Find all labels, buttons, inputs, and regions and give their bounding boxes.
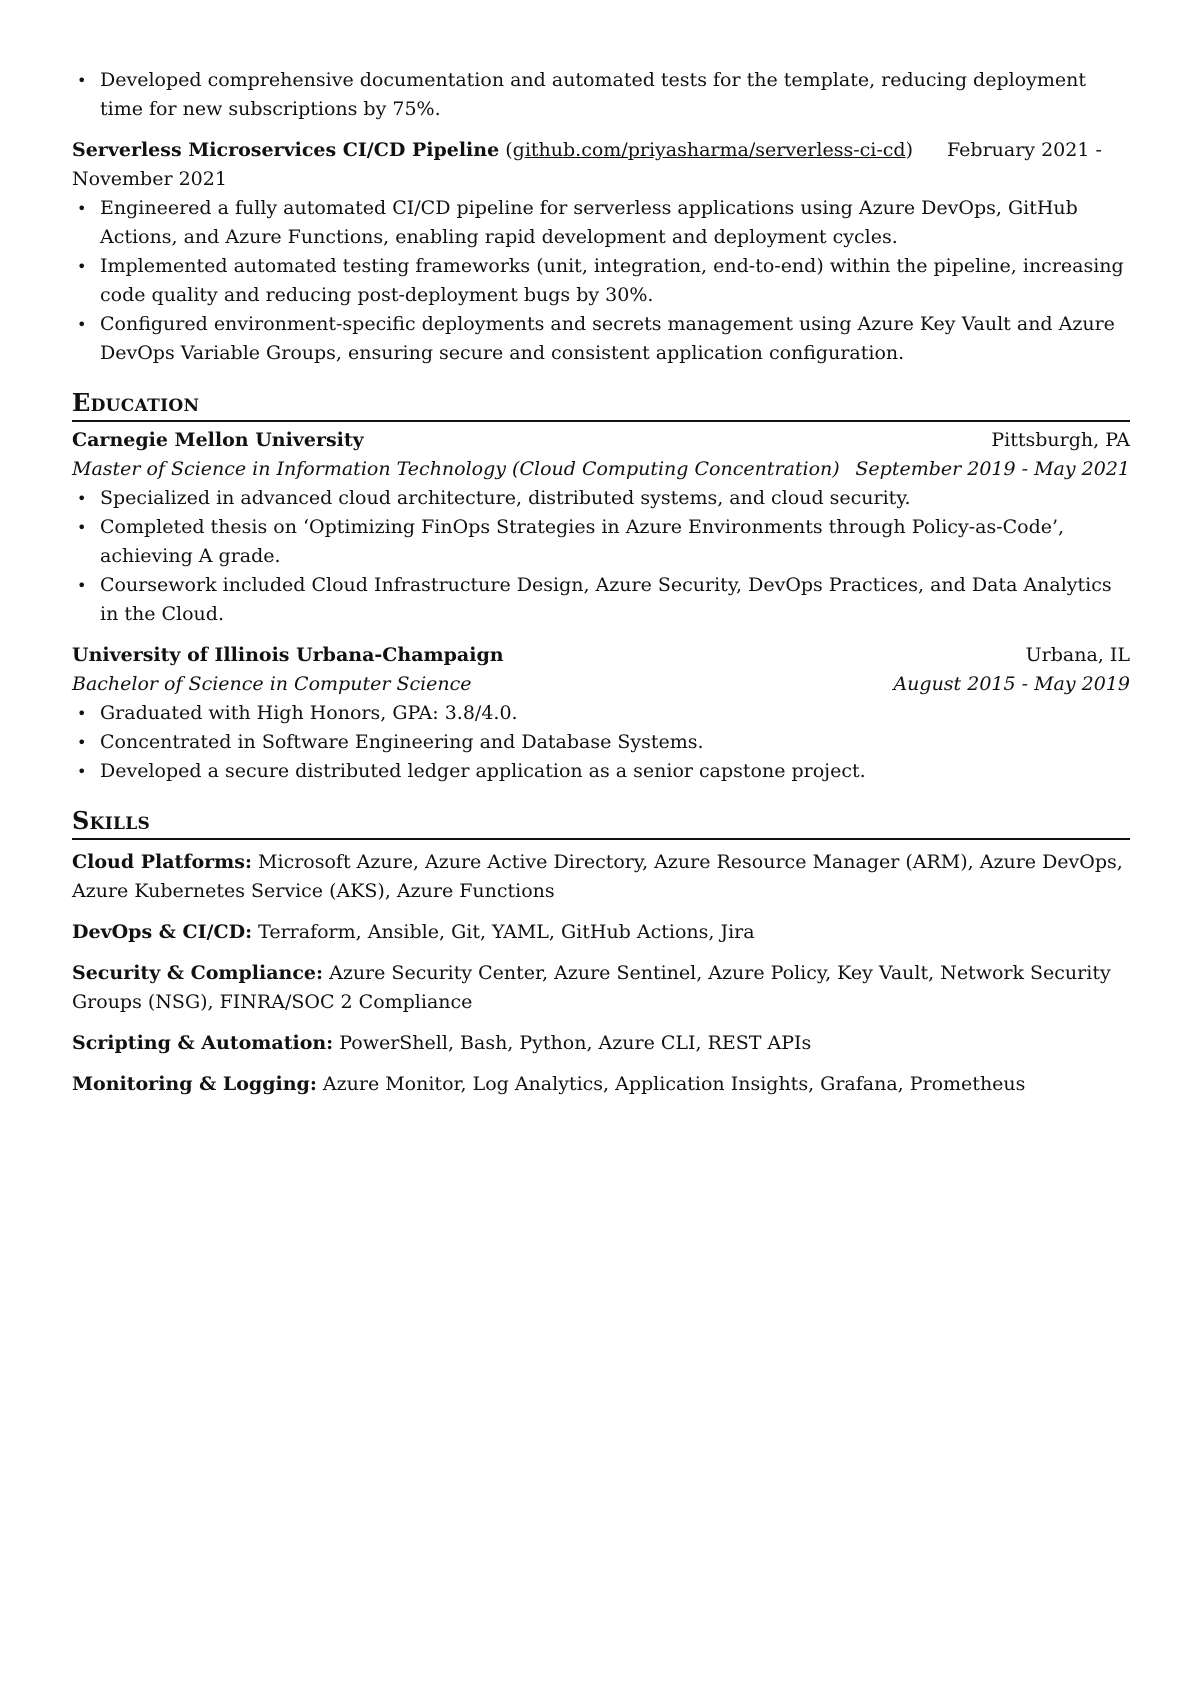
- education-bullets: [72, 699, 1130, 786]
- list-item: • Completed thesis on ‘Optimizing FinOps Strategies in Azure Environments through Policy-as-Code’, achieving A grade.: [72, 513, 1130, 571]
- degree-name: Bachelor of Science in Computer Science: [72, 673, 472, 695]
- skill-line: [72, 918, 1130, 947]
- list-item: • Coursework included Cloud Infrastructure Design, Azure Security, DevOps Practices, and Data Analytics in the Cloud.: [72, 571, 1130, 629]
- degree-dates: September 2019 - May 2021: [855, 458, 1130, 480]
- skill-line: [72, 959, 1130, 1017]
- education-bullets: [72, 484, 1130, 629]
- skill-value: Terraform, Ansible, Git, YAML, GitHub Actions, Jira: [258, 921, 755, 943]
- skill-value: Microsoft Azure, Azure Active Directory, Azure Resource Manager (ARM), Azure DevOps, Azure Kubernetes Service (AKS), Azure Functions: [72, 851, 1123, 902]
- project-title: Serverless Microservices CI/CD Pipeline: [72, 139, 500, 161]
- skill-value: Azure Security Center, Azure Sentinel, Azure Policy, Key Vault, Network Security Groups (NSG), FINRA/SOC 2 Compliance: [72, 962, 1111, 1013]
- project-dates: February 2021 - November 2021: [72, 139, 1102, 190]
- education-entry-uiuc: [72, 641, 1130, 786]
- degree-row: [72, 670, 1130, 699]
- skill-line: [72, 1029, 1130, 1058]
- skill-value: PowerShell, Bash, Python, Azure CLI, REST APIs: [339, 1032, 812, 1054]
- prev-project-bullets: [72, 66, 1130, 124]
- skill-label: Cloud Platforms:: [72, 851, 252, 873]
- project-link-close: ): [905, 139, 913, 161]
- skill-value: Azure Monitor, Log Analytics, Application Insights, Grafana, Prometheus: [322, 1073, 1026, 1095]
- skill-label: Monitoring & Logging:: [72, 1073, 317, 1095]
- degree-name: Master of Science in Information Technology (Cloud Computing Concentration): [72, 458, 840, 480]
- list-item: • Graduated with High Honors, GPA: 3.8/4.0.: [72, 699, 1130, 728]
- section-title-education: Education: [72, 388, 1130, 422]
- list-item: • Engineered a fully automated CI/CD pipeline for serverless applications using Azure DevOps, GitHub Actions, and Azure Functions, enabling rapid development and deployment cycles.: [72, 194, 1130, 252]
- school-location: Pittsburgh, PA: [991, 429, 1130, 451]
- skills-list: [72, 848, 1130, 1099]
- education-header: [72, 426, 1130, 455]
- project-header: [72, 136, 1130, 194]
- list-item: • Concentrated in Software Engineering and Database Systems.: [72, 728, 1130, 757]
- project-link-open: (: [505, 139, 513, 161]
- section-title-skills: Skills: [72, 806, 1130, 840]
- education-entry-cmu: [72, 426, 1130, 629]
- degree-dates: August 2015 - May 2019: [893, 673, 1130, 695]
- skill-line: [72, 1070, 1130, 1099]
- list-item: • Developed comprehensive documentation and automated tests for the template, reducing deployment time for new subscriptions by 75%.: [72, 66, 1130, 124]
- school-name: Carnegie Mellon University: [72, 429, 364, 451]
- list-item: • Developed a secure distributed ledger application as a senior capstone project.: [72, 757, 1130, 786]
- project-bullets: [72, 194, 1130, 368]
- school-location: Urbana, IL: [1025, 644, 1130, 666]
- education-header: [72, 641, 1130, 670]
- skill-label: Security & Compliance:: [72, 962, 324, 984]
- list-item: • Configured environment-specific deployments and secrets management using Azure Key Vault and Azure DevOps Variable Groups, ensuring secure and consistent application configuration.: [72, 310, 1130, 368]
- project-entry-serverless: [72, 136, 1130, 368]
- project-link[interactable]: github.com/priyasharma/serverless-ci-cd: [512, 139, 906, 161]
- skill-label: DevOps & CI/CD:: [72, 921, 253, 943]
- list-item: • Specialized in advanced cloud architecture, distributed systems, and cloud security.: [72, 484, 1130, 513]
- degree-row: [72, 455, 1130, 484]
- list-item: • Implemented automated testing frameworks (unit, integration, end-to-end) within the pipeline, increasing code quality and reducing post-deployment bugs by 30%.: [72, 252, 1130, 310]
- skill-line: [72, 848, 1130, 906]
- school-name: University of Illinois Urbana-Champaign: [72, 644, 504, 666]
- skill-label: Scripting & Automation:: [72, 1032, 334, 1054]
